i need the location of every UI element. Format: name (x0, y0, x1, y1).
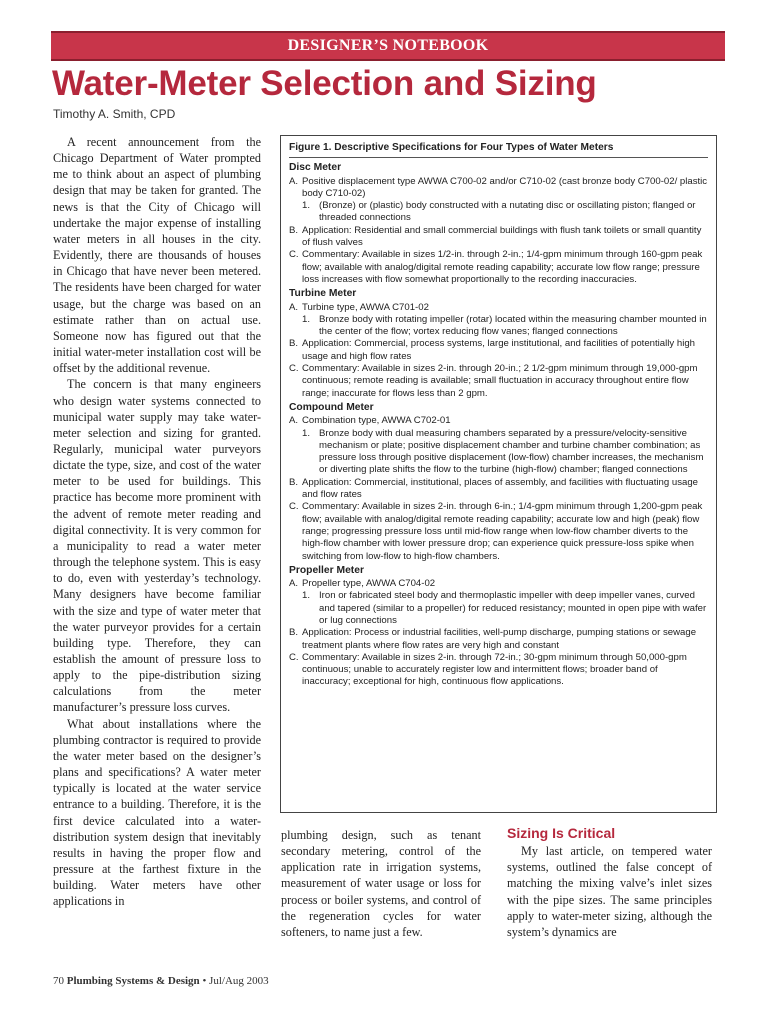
figure-1-box (280, 135, 717, 813)
body-column-1 (53, 134, 261, 910)
spec-application: Application: Commercial, institutional, places of assembly, and facilities with fluctuating usage and flow rates (302, 476, 699, 501)
meter-compound: Compound Meter A. Combination type, AWWA C702-01 1. Bronze body with dual measuring chambers separated by a pressure/velocity-sensitive mechanism or plate; positive displacement chamber and turbine chamber combination; as pressure loss through positive displacement (low-flow) chamber increases, the mechanism or diverting plate shifts the flow to the turbine (high-flow) chamber; flanged connections B. Application: Commercial, institutional, places of assembly, and facilities with fluctuating usage and flow rates C. Commentary: Available in sizes 2-in. through 6-in.; 1/4-gpm minimum through 1,200-gpm peak flow; available with analog/digital remote reading capability; accurate low and high (peak) flow range; progressing pressure loss until mid-flow range when low-flow chamber diverts to the high-flow chamber with lower pressure drop; can experience quick pressure-loss spike when switching from low-flow to high-flow chambers. (289, 402, 708, 563)
spec-application: Application: Residential and small commercial buildings with flush tank toilets or small quantity of flush valves (302, 224, 702, 249)
page-footer (53, 975, 269, 987)
spec-body: Iron or fabricated steel body and thermoplastic impeller with deep impeller vanes, curved and tapered (similar to a propeller) for reduced resistancy; mounted in open pipe with wafer or lug connections (319, 590, 707, 626)
meter-name: Compound Meter (289, 401, 374, 413)
spec-type: Propeller type, AWWA C704-02 (302, 578, 436, 590)
section-banner: DESIGNER’S NOTEBOOK (51, 31, 725, 61)
paragraph: My last article, on tempered water systems, outlined the false concept of matching the mixing valve’s inlet sizes with the pipe sizes. The same principles apply to water-meter sizing, although the system’s dynamics are (507, 844, 712, 939)
spec-type: Turbine type, AWWA C701-02 (302, 301, 429, 313)
figure-title: Figure 1. Descriptive Specifications for Four Types of Water Meters (289, 142, 708, 158)
spec-body: Bronze body with rotating impeller (rotar) located within the measuring chamber mounted in the center of the flow; vortex reducing flow vanes; flanged connections (319, 313, 707, 338)
section-heading: Sizing Is Critical (507, 825, 616, 841)
spec-type: Combination type, AWWA C702-01 (302, 415, 451, 427)
spec-commentary: Commentary: Available in sizes 1/2-in. through 2-in.; 1/4-gpm minimum through 160-gpm peak flow; available with analog/digital remote reading capability; accurate low flow range; pressure loss increases with flow somewhat proportionally to the recording inaccuracies. (302, 249, 703, 285)
paragraph: What about installations where the plumbing contractor is required to provide the water meter based on the designer’s plans and specifications? A water meter typically is located at the water service entrance to a building. Therefore, it is the first device calculated into a water-distribution system design that inevitably results in having the proper flow and pressure at the farthest fixture in the building. Water meters have other applications in (53, 716, 261, 909)
article-title: Water-Meter Selection and Sizing (52, 64, 597, 103)
meter-disc: Disc Meter A. Positive displacement type AWWA C700-02 and/or C710-02 (cast bronze body C700-02/ plastic body C710-02) 1. (Bronze) or (plastic) body constructed with a nutating disc or oscillating piston; flanged or threaded connections B. Application: Residential and small commercial buildings with flush tank toilets or small quantity of flush valves C. Commentary: Available in sizes 1/2-in. through 2-in.; 1/4-gpm minimum through 160-gpm peak flow; available with analog/digital remote reading capability; accurate low flow range; pressure loss increases with flow somewhat proportionally to the recording inaccuracies. (289, 162, 708, 285)
body-column-3 (507, 825, 712, 940)
spec-commentary: Commentary: Available in sizes 2-in. through 72-in.; 30-gpm minimum through 50,000-gpm continuous; unable to accurately register low and intermittent flows; broader band of inaccuracy; exceptional for high, continuous flow applications. (302, 651, 687, 688)
spec-application: Application: Commercial, process systems, large institutional, and facilities of potentially high usage and high flow rates (302, 338, 695, 362)
body-column-2 (281, 827, 481, 940)
publication-name: Plumbing Systems & Design (66, 975, 200, 987)
meter-name: Turbine Meter (289, 288, 357, 300)
meter-propeller: Propeller Meter A. Propeller type, AWWA C704-02 1. Iron or fabricated steel body and thermoplastic impeller with deep impeller vanes, curved and tapered (similar to a propeller) for reduced resistancy; mounted in open pipe with wafer or lug connections B. Application: Process or industrial facilities, well-pump discharge, pumping stations or sewage treatment plants where flow rates are very high and constant C. Commentary: Available in sizes 2-in. through 72-in.; 30-gpm minimum through 50,000-gpm continuous; unable to accurately register low and intermittent flows; broader band of inaccuracy; exceptional for high, continuous flow applications. (289, 564, 707, 688)
issue-date: Jul/Aug 2003 (209, 975, 269, 987)
footer-separator: • (202, 975, 207, 987)
paragraph: A recent announcement from the Chicago Department of Water prompted me to think about an aspect of plumbing design that may be taken for granted. The news is that the City of Chicago will undertake the major expense of installing water meters in all houses in the city. Evidently, there are thousands of houses in Chicago that have never been metered. The residents have been charged for water usage, but the charge was based on an estimate rather than on actual use. Someone now has figured out that the initial water-meter installation cost will be offset by the additional revenue. (53, 135, 261, 376)
paragraph: plumbing design, such as tenant secondary metering, control of the application rate in irrigation systems, measurement of water usage or loss for process or boiler systems, and control of the regeneration cycles for water softeners, to name just a few. (281, 828, 481, 939)
paragraph: The concern is that many engineers who design water systems connected to municipal water supply may take water-meter selection and sizing for granted. Regularly, municipal water purveyors dictate the type, size, and cost of the water meter to be used for buildings. This practice has become more prominent with the advent of remote meter reading and digital connectivity. It is very common for a municipality to read a water meter through the telephone system. This is easy to do, even with yesterday’s technology. Many designers have become familiar with the size and type of water meter that the water purveyor provides for a certain building type. Therefore, they can establish the amount of pressure loss to apply to the pipe-distribution sizing calculations from the meter manufacturer’s pressure loss curves. (53, 377, 261, 715)
spec-commentary: Commentary: Available in sizes 2-in. through 20-in.; 2 1/2-gpm minimum through 19,000-gpm continuous; remote reading is available; small fluctuation in accuracy throughout entire flow range; inaccurate for flows less than 2 gpm. (302, 363, 698, 399)
spec-application: Application: Process or industrial facilities, well-pump discharge, pumping stations or sewage treatment plants where flow rates are very high and constant (302, 627, 697, 651)
meter-turbine: Turbine Meter A. Turbine type, AWWA C701-02 1. Bronze body with rotating impeller (rotar) located within the measuring chamber mounted in the center of the flow; vortex reducing flow vanes; flanged connections B. Application: Commercial, process systems, large institutional, and facilities of potentially high usage and high flow rates C. Commentary: Available in sizes 2-in. through 20-in.; 2 1/2-gpm minimum through 19,000-gpm continuous; remote reading is available; small fluctuation in accuracy throughout entire flow range; inaccurate for flows less than 2 gpm. (289, 288, 707, 399)
author-byline: Timothy A. Smith, CPD (53, 107, 176, 121)
meter-name: Disc Meter (289, 162, 342, 174)
spec-commentary: Commentary: Available in sizes 2-in. through 6-in.; 1/4-gpm minimum through 1,200-gpm peak flow; available with analog/digital remote reading capability; accurate low and high (peak) flow range; progressing pressure loss until mid-flow range when low-flow chamber diverts to the high-flow chamber with lower pressure drop; can experience quick pressure-loss spike when switching from low-flow to high-flow chambers. (302, 501, 703, 562)
meter-name: Propeller Meter (289, 564, 364, 576)
page-number: 70 (53, 975, 64, 987)
spec-body: (Bronze) or (plastic) body constructed with a nutating disc or oscillating piston; flanged or threaded connections (319, 200, 696, 224)
spec-body: Bronze body with dual measuring chambers separated by a pressure/velocity-sensitive mechanism or plate; positive displacement chamber and turbine chamber combination; as pressure loss through positive displacement (low-flow) chamber increases, the mechanism or diverting plate shifts the flow to the turbine (high-flow) chamber; flanged connections (319, 427, 704, 476)
spec-type: Positive displacement type AWWA C700-02 and/or C710-02 (cast bronze body C700-02/ plastic body C710-02) (302, 175, 708, 199)
